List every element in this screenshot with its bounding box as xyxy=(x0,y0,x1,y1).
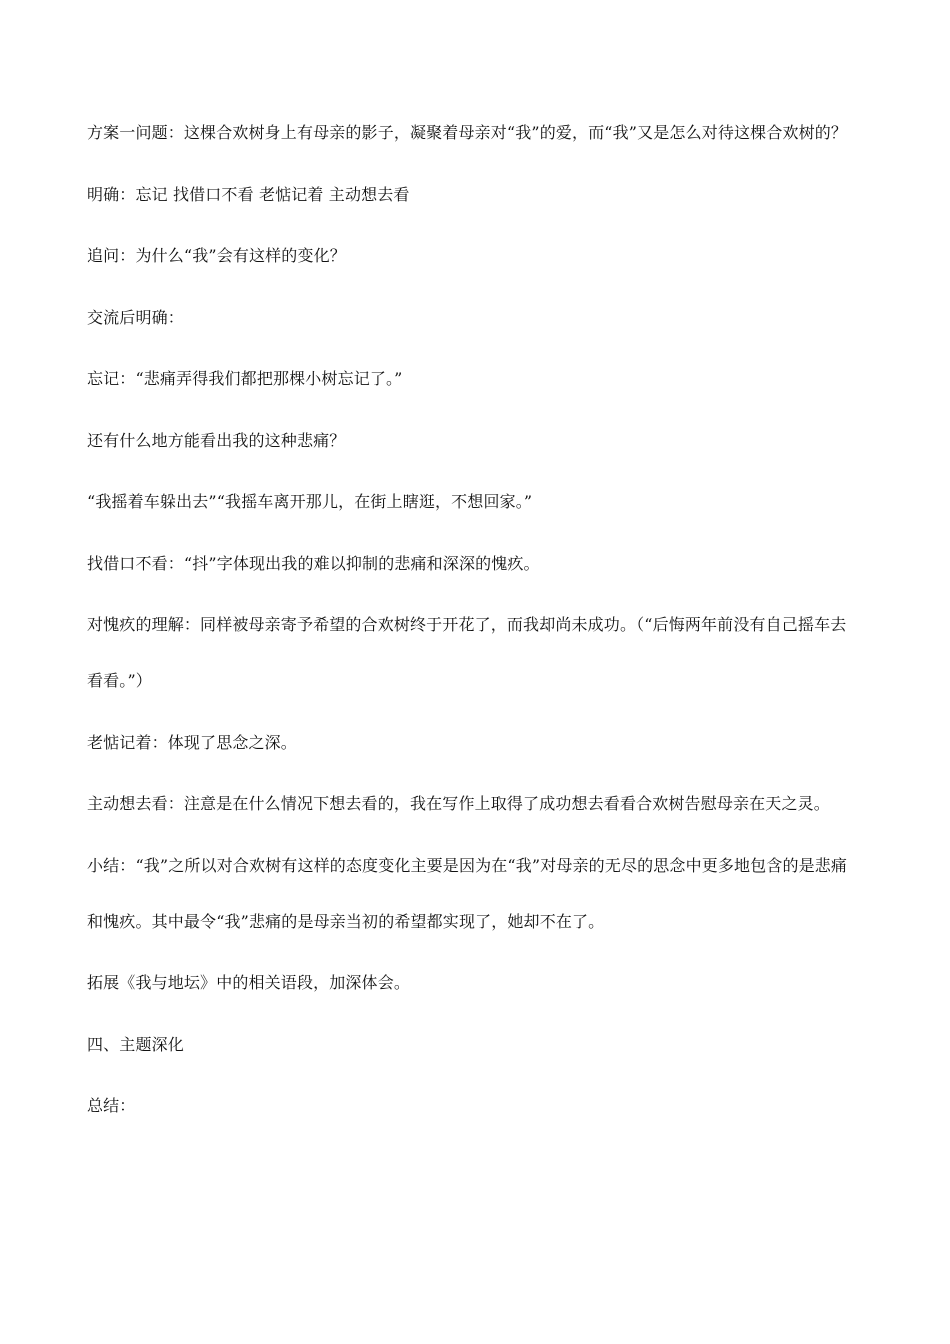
paragraph-summary: 小结：“我”之所以对合欢树有这样的态度变化主要是因为在“我”对母亲的无尽的思念中更多地包含的是悲痛和愧疚。其中最令“我”悲痛的是母亲当初的希望都实现了，她却不在了。 xyxy=(87,855,848,931)
document-body xyxy=(87,124,862,1159)
paragraph-want-to-see: 主动想去看：注意是在什么情况下想去看的，我在写作上取得了成功想去看看合欢树告慰母亲在天之灵。 xyxy=(87,794,830,813)
paragraph-remember: 老惦记着：体现了思念之深。 xyxy=(87,732,297,752)
paragraph-extension: 拓展《我与地坛》中的相关语段，加深体会。 xyxy=(87,973,411,992)
paragraph-excuse: 找借口不看：“抖”字体现出我的难以抑制的悲痛和深深的愧疚。 xyxy=(87,553,540,573)
paragraph-discussion: 交流后明确： xyxy=(87,307,184,327)
section-heading: 四、主题深化 xyxy=(87,1034,184,1054)
paragraph-clarify: 明确：忘记 找借口不看 老惦记着 主动想去看 xyxy=(87,184,410,204)
paragraph-quote: “我摇着车躲出去”“我摇车离开那儿，在街上瞎逛，不想回家。” xyxy=(87,492,533,511)
paragraph-question: 方案一问题：这棵合欢树身上有母亲的影子，凝聚着母亲对“我”的爱，而“我”又是怎么对待这棵合欢树的？ xyxy=(87,123,848,142)
paragraph-grief-question: 还有什么地方能看出我的这种悲痛？ xyxy=(87,430,346,450)
paragraph-guilt: 对愧疚的理解：同样被母亲寄予希望的合欢树终于开花了，而我却尚未成功。（“后悔两年前没有自己摇车去看看。”） xyxy=(87,615,847,690)
paragraph-conclusion: 总结： xyxy=(87,1096,136,1115)
paragraph-follow-up: 追问：为什么“我”会有这样的变化？ xyxy=(87,246,346,265)
paragraph-forget: 忘记：“悲痛弄得我们都把那棵小树忘记了。” xyxy=(87,369,403,388)
